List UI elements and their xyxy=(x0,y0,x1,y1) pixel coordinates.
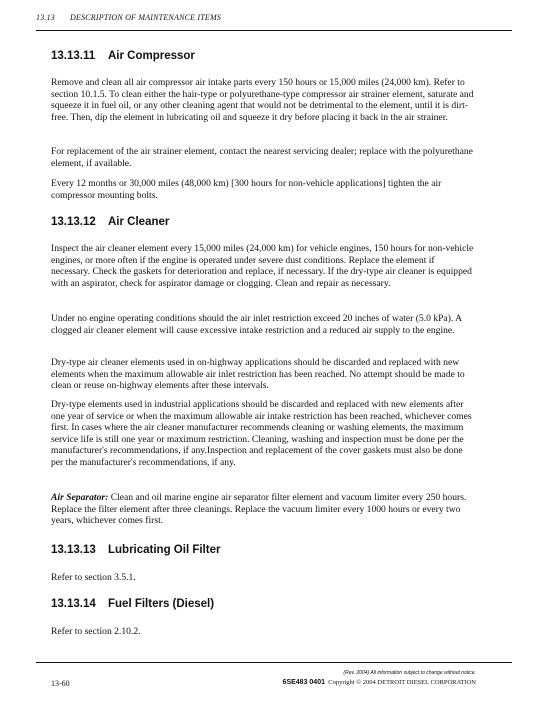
paragraph: Dry-type elements used in industrial applications should be discarded and replaced with new elements after one year of service or when the maximum allowable air intake restriction has been reached, whichever comes first. In cases where the air cleaner manufacturer recommends cleaning or washing elements, the maximum service life is still one year or maximum restriction. Cleaning, washing and inspection must be done per the manufacturer's recommendations, if any.Inspection and replacement of the cover gaskets must also be done per the manufacturer's recommendations, if any. xyxy=(51,399,472,468)
document-number: 6SE483 0401 xyxy=(282,679,325,686)
paragraph: Refer to section 3.5.1. xyxy=(51,572,136,583)
section-number: 13.13.13 xyxy=(51,544,96,556)
page-number: 13-60 xyxy=(51,679,70,688)
section-title: Air Cleaner xyxy=(108,216,170,228)
paragraph: Every 12 months or 30,000 miles (48,000 km) [300 hours for non-vehicle applications] tighten the air compressor mounting bolts. xyxy=(51,178,442,201)
air-separator-text: Clean and oil marine engine air separator filter element and vacuum limiter every 250 hours. Replace the filter element after three cleanings. Replace the vacuum limiter every 1000 hours or every two years, whichever comes first. xyxy=(51,492,467,526)
header-section-title: DESCRIPTION OF MAINTENANCE ITEMS xyxy=(70,13,222,22)
paragraph: Dry-type air cleaner elements used in on-highway applications should be discarded and replaced with new elements when the maximum allowable air inlet restriction has been reached. No attempt should be made to clean or reuse on-highway elements after these intervals. xyxy=(51,357,465,391)
paragraph: Inspect the air cleaner element every 15,000 miles (24,000 km) for vehicle engines, 150 hours for non-vehicle engines, or more often if the engine is operated under severe dust conditions. Replace the element if necessary. Check the gaskets for deterioration and replace, if necessary. If the dry-type air cleaner is equipped with an aspirator, check for aspirator damage or clogging. Clean and repair as necessary. xyxy=(51,243,474,289)
footer-rule xyxy=(36,662,512,663)
copyright: Copyright © 2004 DETROIT DIESEL CORPORATION xyxy=(328,679,476,686)
section-heading-fuel-filters xyxy=(51,598,214,610)
paragraph: Refer to section 2.10.2. xyxy=(51,626,141,637)
running-header xyxy=(36,13,512,22)
section-number: 13.13.12 xyxy=(51,216,96,228)
section-number: 13.13.11 xyxy=(51,50,96,62)
section-number: 13.13.14 xyxy=(51,598,96,610)
section-title: Lubricating Oil Filter xyxy=(108,544,221,556)
air-separator-label: Air Separator: xyxy=(51,492,109,503)
section-title: Fuel Filters (Diesel) xyxy=(108,598,215,610)
section-heading-air-cleaner xyxy=(51,216,169,228)
paragraph: Under no engine operating conditions should the air inlet restriction exceed 20 inches of water (5.0 kPa). A clogged air cleaner element will cause excessive intake restriction and a reduced air supply to the engine. xyxy=(51,313,462,336)
header-rule xyxy=(36,30,512,31)
paragraph: Remove and clean all air compressor air intake parts every 150 hours or 15,000 miles (24,000 km). Refer to section 10.1.5. To clean either the hair-type or polyurethane-type compressor air strainer element, saturate and squeeze it in fuel oil, or any other cleaning agent that would not be detrimental to the element, until it is dirt-free. Then, dip the element in lubricating oil and squeeze it dry before placing it back in the air strainer. xyxy=(51,77,474,123)
air-separator-paragraph xyxy=(51,492,476,527)
footer-document-info xyxy=(283,679,476,686)
revision-note: (Rev. 2004) All information subject to change without notice. xyxy=(343,670,476,676)
section-title: Air Compressor xyxy=(108,50,195,62)
header-section-number: 13.13 xyxy=(36,13,55,22)
section-heading-air-compressor xyxy=(51,50,195,62)
paragraph: For replacement of the air strainer element, contact the nearest servicing dealer; replace with the polyurethane element, if available. xyxy=(51,146,473,169)
section-heading-lubricating-oil-filter xyxy=(51,544,220,556)
